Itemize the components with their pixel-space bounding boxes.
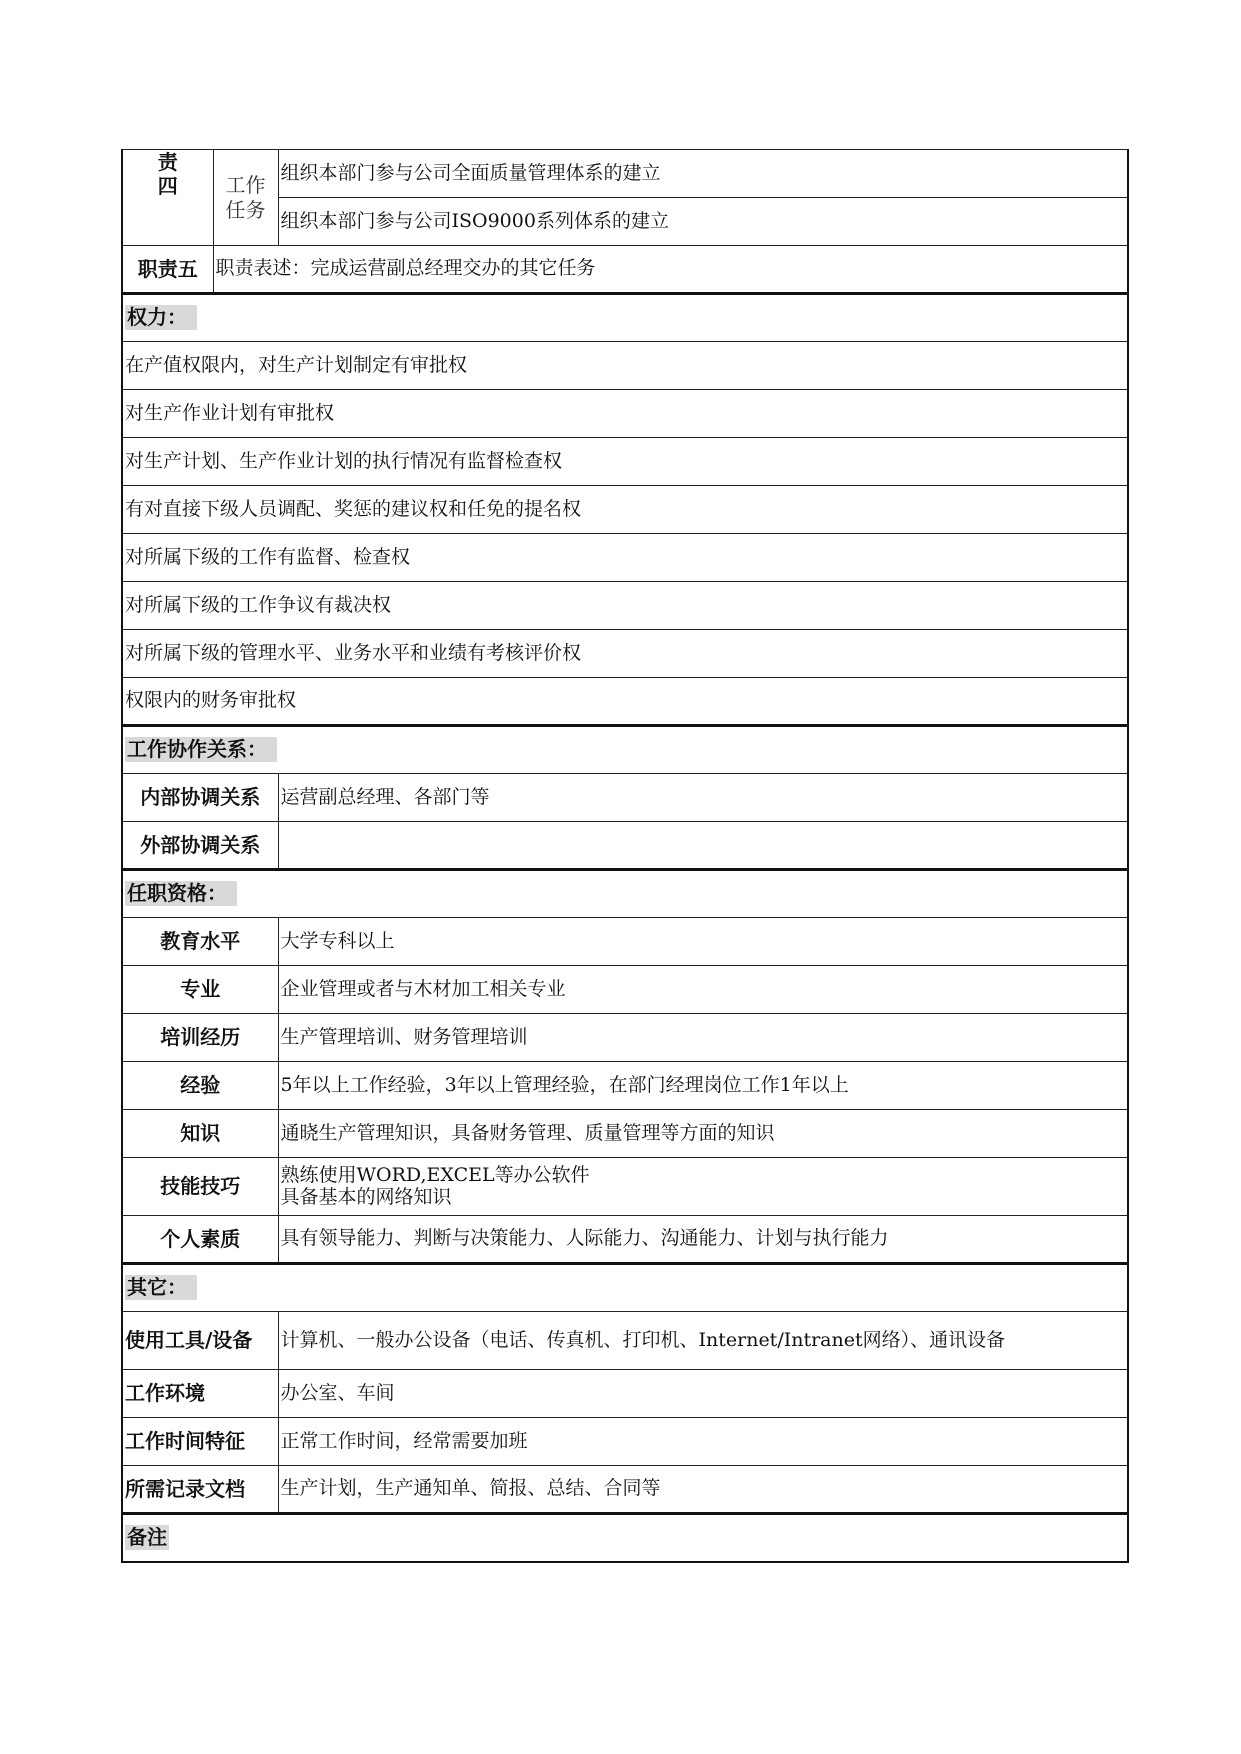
qualification-row [122,918,1128,966]
qualification-label: 技能技巧 [122,1158,278,1216]
qualification-row [122,1158,1128,1216]
cooperation-value: 运营副总经理、各部门等 [278,774,1128,822]
qualification-label: 知识 [122,1110,278,1158]
other-header-row [122,1264,1128,1312]
other-label: 工作环境 [122,1370,278,1418]
other-value: 计算机、一般办公设备（电话、传真机、打印机、Internet/Intranet网络）、通讯设备 [278,1312,1128,1370]
other-value: 办公室、车间 [278,1370,1128,1418]
qualification-value: 具有领导能力、判断与决策能力、人际能力、沟通能力、计划与执行能力 [278,1216,1128,1264]
qualification-label: 教育水平 [122,918,278,966]
qualification-value: 大学专科以上 [278,918,1128,966]
other-label: 所需记录文档 [122,1466,278,1514]
duty-four-label: 责 四 [122,150,213,246]
cooperation-label: 内部协调关系 [122,774,278,822]
cooperation-label: 外部协调关系 [122,822,278,870]
other-label: 使用工具/设备 [122,1312,278,1370]
cooperation-value [278,822,1128,870]
qualification-row [122,1014,1128,1062]
power-item-text: 在产值权限内，对生产计划制定有审批权 [122,342,1128,390]
power-header: 权力： [125,305,197,330]
other-row [122,1312,1128,1370]
qualification-value: 熟练使用WORD,EXCEL等办公软件 具备基本的网络知识 [278,1158,1128,1216]
qualification-row [122,966,1128,1014]
qualification-header-row [122,870,1128,918]
duty-four-task-1: 组织本部门参与公司全面质量管理体系的建立 [278,150,1128,198]
power-item [122,390,1128,438]
qualification-label: 个人素质 [122,1216,278,1264]
power-item [122,486,1128,534]
duty-five-desc: 职责表述：完成运营副总经理交办的其它任务 [213,246,1128,294]
task-label: 工作 任务 [213,150,278,246]
duty-five-label: 职责五 [122,246,213,294]
cooperation-header-row [122,726,1128,774]
power-item-text: 对生产作业计划有审批权 [122,390,1128,438]
qualification-label: 经验 [122,1062,278,1110]
qualification-row [122,1062,1128,1110]
cooperation-header: 工作协作关系： [125,737,277,762]
power-item-text: 对所属下级的工作争议有裁决权 [122,582,1128,630]
duty-five-row [122,246,1128,294]
cooperation-row [122,822,1128,870]
power-item [122,582,1128,630]
duty-four-task-2: 组织本部门参与公司ISO9000系列体系的建立 [278,198,1128,246]
qualification-value: 5年以上工作经验，3年以上管理经验，在部门经理岗位工作1年以上 [278,1062,1128,1110]
job-description-page [121,149,1127,1563]
remarks-row [122,1514,1128,1562]
power-item-text: 有对直接下级人员调配、奖惩的建议权和任免的提名权 [122,486,1128,534]
qualification-value: 生产管理培训、财务管理培训 [278,1014,1128,1062]
qualification-label: 培训经历 [122,1014,278,1062]
other-row [122,1466,1128,1514]
other-row [122,1370,1128,1418]
power-header-row [122,294,1128,342]
power-item [122,534,1128,582]
power-item [122,438,1128,486]
qualification-value: 通晓生产管理知识，具备财务管理、质量管理等方面的知识 [278,1110,1128,1158]
power-item-text: 权限内的财务审批权 [122,678,1128,726]
other-label: 工作时间特征 [122,1418,278,1466]
remarks-header: 备注 [127,1524,167,1549]
power-item-text: 对所属下级的工作有监督、检查权 [122,534,1128,582]
power-item-text: 对所属下级的管理水平、业务水平和业绩有考核评价权 [122,630,1128,678]
job-description-table [121,149,1129,1563]
qualification-value: 企业管理或者与木材加工相关专业 [278,966,1128,1014]
other-value: 正常工作时间，经常需要加班 [278,1418,1128,1466]
qualification-label: 专业 [122,966,278,1014]
power-item [122,678,1128,726]
other-value: 生产计划，生产通知单、简报、总结、合同等 [278,1466,1128,1514]
power-item [122,630,1128,678]
qualification-row [122,1216,1128,1264]
other-header: 其它： [125,1275,197,1300]
duty-four-row-1 [122,150,1128,198]
power-item-text: 对生产计划、生产作业计划的执行情况有监督检查权 [122,438,1128,486]
qualification-row [122,1110,1128,1158]
qualification-header: 任职资格： [125,881,237,906]
power-item [122,342,1128,390]
cooperation-row [122,774,1128,822]
other-row [122,1418,1128,1466]
